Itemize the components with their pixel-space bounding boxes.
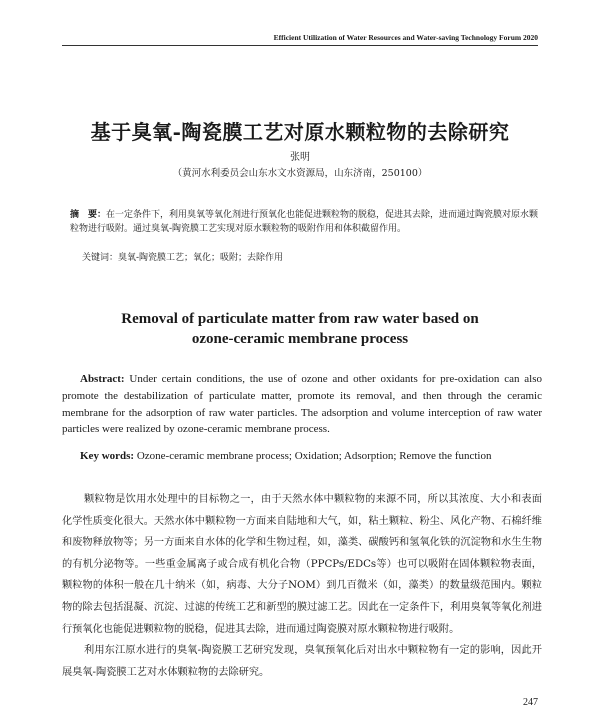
chinese-keywords-text: 臭氧-陶瓷膜工艺；氧化；吸附；去除作用 <box>118 253 284 263</box>
page-number: 247 <box>523 697 538 708</box>
english-title-line-2: ozone-ceramic membrane process <box>191 331 409 347</box>
english-abstract-label: Abstract: <box>80 373 125 385</box>
chinese-abstract-label: 摘 要： <box>70 210 107 220</box>
english-abstract-text: Under certain conditions, the use of ozone and other oxidants for pre-oxidation can also promote the destabilization of particulate matter, promote its removal, and then through the ceramic membrane for the adsorption of raw water particles. The adsorption and volume interception of raw water particles were realized by ozone-ceramic membrane process. <box>62 373 542 436</box>
english-keywords-label: Key words: <box>80 450 135 462</box>
chinese-abstract <box>70 208 542 236</box>
english-keywords <box>80 450 542 462</box>
affiliation: （黄河水利委员会山东水文水资源局，山东济南，250100） <box>172 168 428 179</box>
body-paragraph-2: 利用东江原水进行的臭氧-陶瓷膜工艺研究发现，臭氧预氧化后对出水中颗粒物有一定的影响，因此开展臭氧-陶瓷膜工艺对水体颗粒物的去除研究。 <box>62 645 542 678</box>
chinese-title: 基于臭氧-陶瓷膜工艺对原水颗粒物的去除研究 <box>90 120 510 144</box>
chinese-keywords-label: 关键词： <box>82 253 119 263</box>
english-keywords-text: Ozone-ceramic membrane process; Oxidation; Adsorption; Remove the function <box>134 450 492 462</box>
header-rule <box>62 45 538 46</box>
running-header: Efficient Utilization of Water Resources and Water-saving Technology Forum 2020 <box>273 33 538 42</box>
english-title <box>60 309 540 349</box>
author: 张明 <box>290 152 310 163</box>
body-text <box>62 489 542 683</box>
english-title-line-1: Removal of particulate matter from raw water based on <box>121 311 479 327</box>
body-paragraph-1: 颗粒物是饮用水处理中的目标物之一，由于天然水体中颗粒物的来源不同，所以其浓度、大小和表面化学性质变化很大。天然水体中颗粒物一方面来自陆地和大气，如，粘土颗粒、粉尘、风化产物、石棉纤维和废物释放物等；另一方面来自水体的化学和生物过程，如，藻类、碳酸钙和氢氧化铁的沉淀物和水生生物的有机分泌物等。一些重金属离子或合成有机化合物（PPCPs/EDCs等）也可以吸附在固体颗粒物表面，颗粒物的体积一般在几十纳米（如，病毒、大分子NOM）到几百微米（如，藻类）的数量级范围内。颗粒物的除去包括混凝、沉淀、过滤的传统工艺和新型的膜过滤工艺。因此在一定条件下，利用臭氧等氧化剂进行预氧化也能促进颗粒物的脱稳，促进其去除，进而通过陶瓷膜对原水颗粒物进行吸附。 <box>62 494 542 635</box>
english-abstract <box>62 371 542 438</box>
chinese-keywords <box>82 250 542 263</box>
chinese-abstract-text: 在一定条件下，利用臭氧等氧化剂进行预氧化也能促进颗粒物的脱稳，促进其去除，进而通过陶瓷膜对原水颗粒物进行吸附。通过臭氧-陶瓷膜工艺实现对原水颗粒物的吸附作用和体积截留作用。 <box>70 210 539 234</box>
